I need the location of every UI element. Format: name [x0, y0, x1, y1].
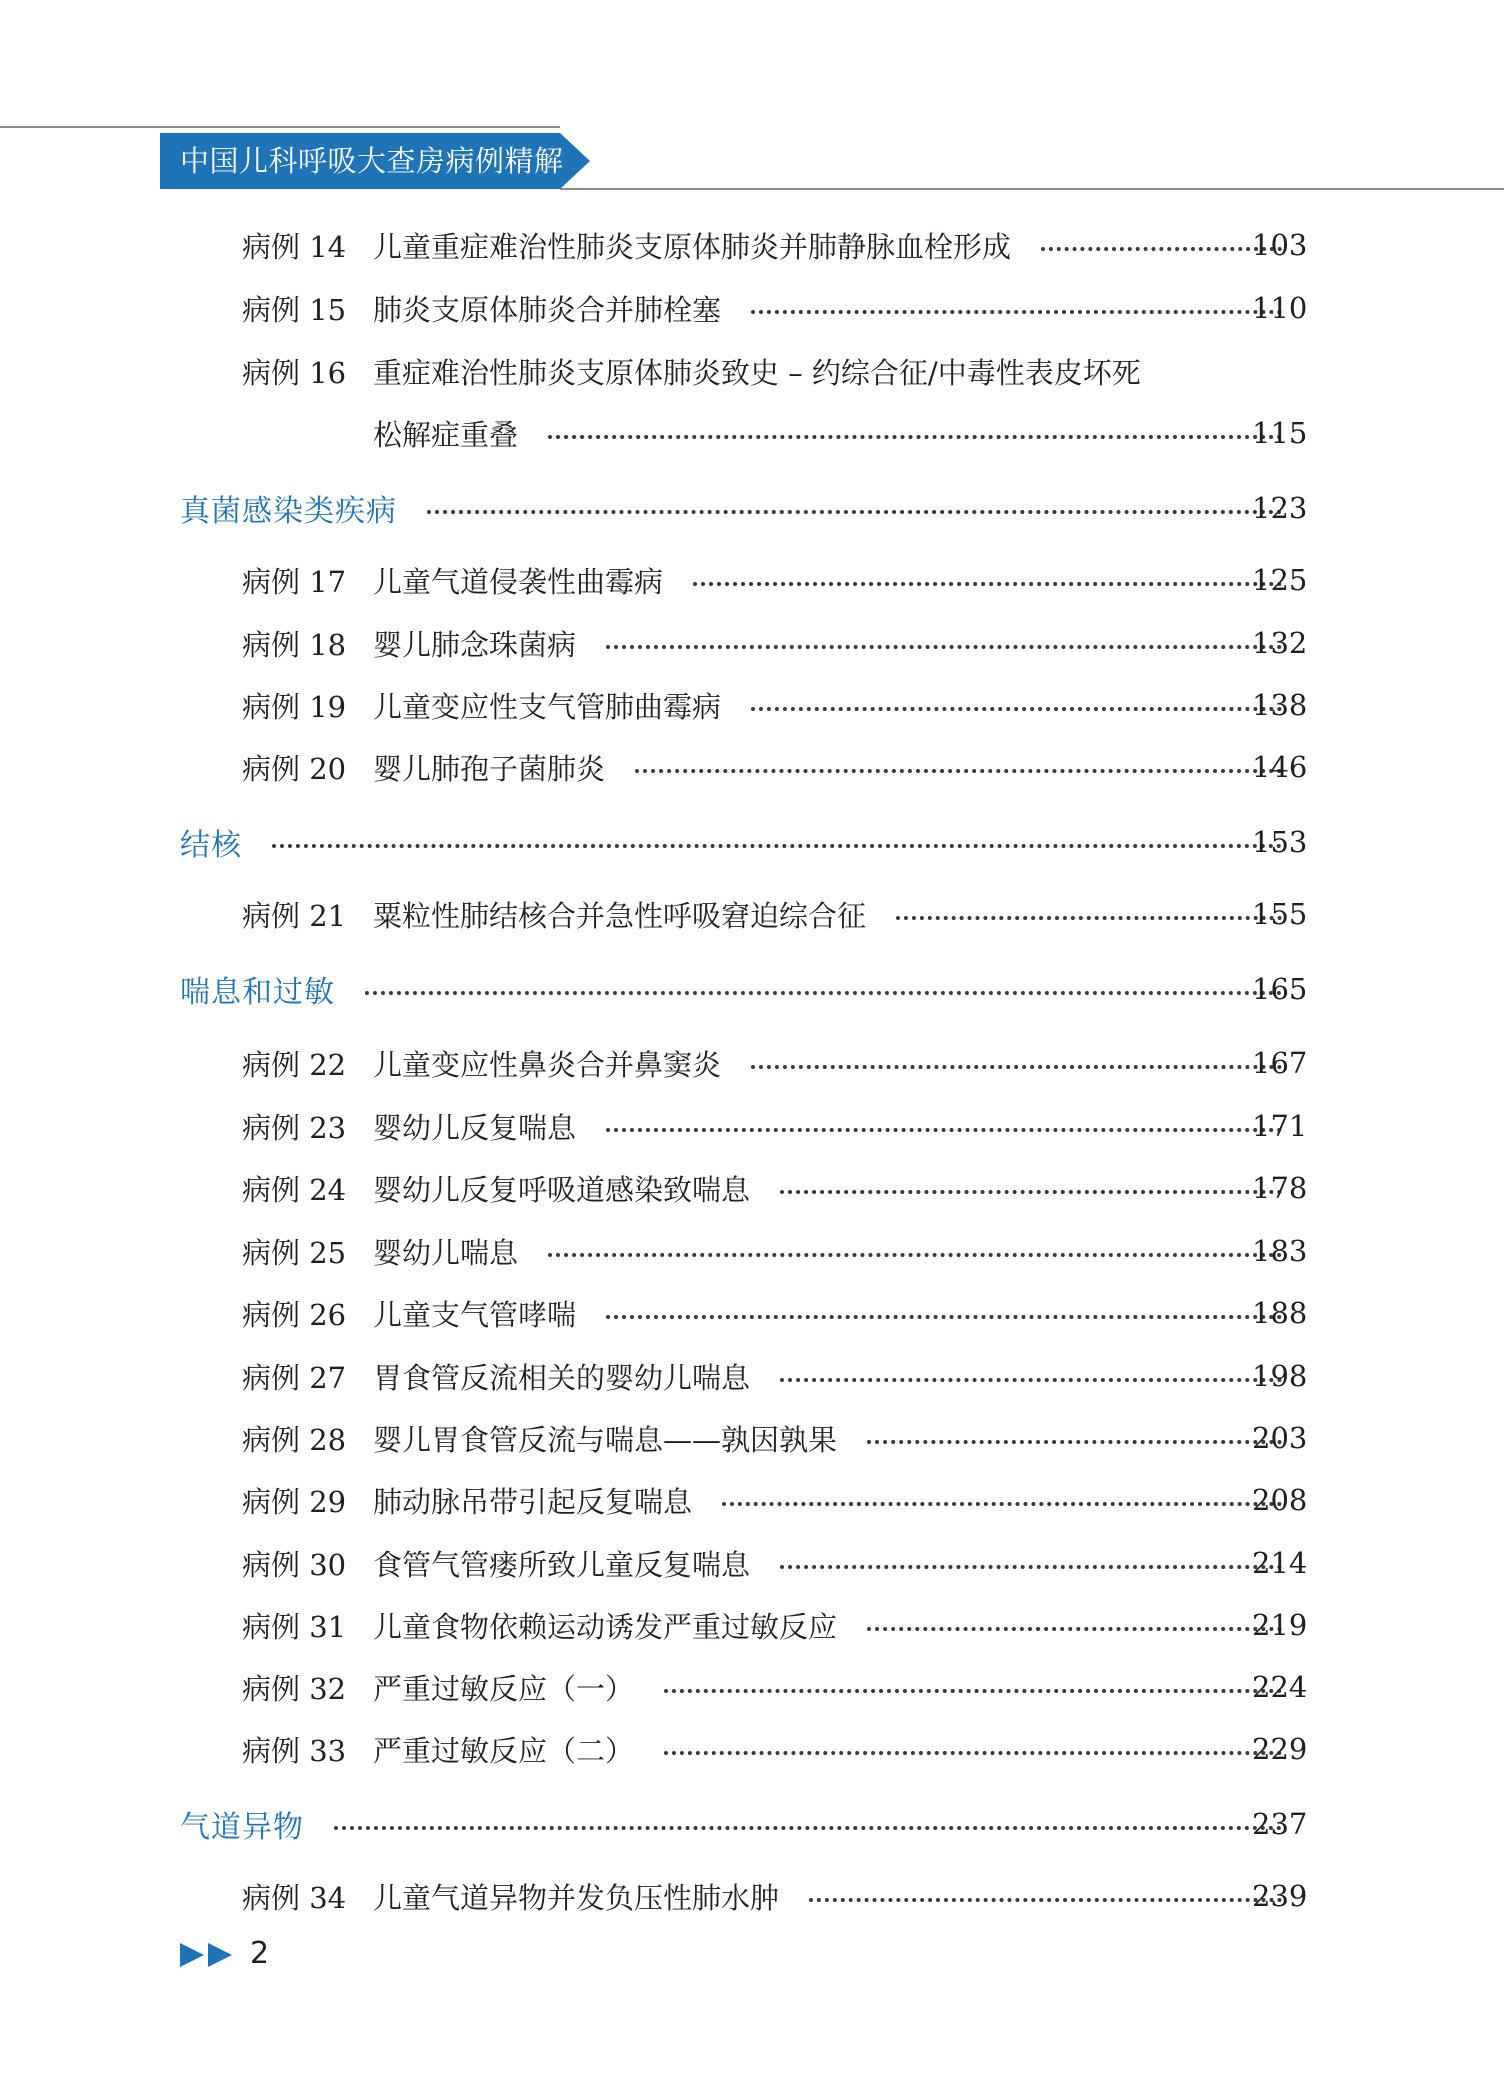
toc-entry-row[interactable] [0, 1538, 1504, 1588]
toc-entry-row[interactable] [0, 1413, 1504, 1463]
dot-leader [334, 1826, 1282, 1830]
entry-title: 儿童气道异物并发负压性肺水肿 [373, 1880, 780, 1915]
entry-title: 婴幼儿喘息 [373, 1235, 519, 1270]
entry-title: 严重过敏反应（二） [373, 1733, 635, 1768]
page-ref: 239 [1252, 1879, 1308, 1913]
case-number: 病例 30 [242, 1547, 347, 1582]
entry-title-area [373, 225, 1308, 266]
dot-leader [1041, 247, 1282, 251]
dot-leader [751, 1065, 1282, 1069]
entry-title-area [373, 1480, 1308, 1521]
toc-entry-row[interactable] [0, 1101, 1504, 1151]
page-ref: 178 [1252, 1171, 1308, 1205]
entry-title: 松解症重叠 [373, 417, 519, 452]
toc-section-row[interactable] [0, 1799, 1504, 1849]
entry-title-area [180, 486, 1308, 530]
page-ref: 155 [1252, 897, 1308, 931]
case-number: 病例 33 [242, 1733, 347, 1768]
entry-title-area [373, 1106, 1308, 1147]
section-title: 喘息和过敏 [180, 975, 335, 1010]
entry-title-area [373, 1605, 1308, 1646]
dot-leader [365, 991, 1282, 995]
toc-entry-row[interactable] [0, 1163, 1504, 1213]
dot-leader [809, 1898, 1282, 1902]
entry-title-area [373, 685, 1308, 726]
case-number: 病例 19 [242, 689, 347, 724]
book-title: 中国儿科呼吸大查房病例精解 [180, 144, 564, 178]
case-number: 病例 16 [242, 355, 347, 390]
entry-title: 食管气管瘘所致儿童反复喘息 [373, 1547, 751, 1582]
toc-entry-row[interactable] [0, 1475, 1504, 1525]
dot-leader [867, 1440, 1282, 1444]
entry-title-area [373, 1418, 1308, 1459]
header-rule [560, 188, 1504, 190]
page-number: 2 [250, 1936, 270, 1971]
entry-title-area [373, 1876, 1308, 1917]
toc-section-row[interactable] [0, 964, 1504, 1014]
dot-leader [664, 1751, 1282, 1755]
entry-title-area [373, 1543, 1308, 1584]
dot-leader [867, 1627, 1282, 1631]
dot-leader [751, 310, 1282, 314]
entry-title-area [373, 1231, 1308, 1272]
entry-title-area [373, 623, 1308, 664]
entry-title-area [373, 1043, 1308, 1084]
entry-title-area [373, 894, 1308, 935]
entry-title: 严重过敏反应（一） [373, 1671, 635, 1706]
entry-title-area [373, 1729, 1308, 1770]
toc-entry-row[interactable] [0, 283, 1504, 333]
case-number: 病例 31 [242, 1609, 347, 1644]
toc-entry-row[interactable] [0, 220, 1504, 270]
entry-title-area [373, 413, 1308, 454]
page-ref: 183 [1252, 1234, 1308, 1268]
entry-title: 粟粒性肺结核合并急性呼吸窘迫综合征 [373, 898, 867, 933]
entry-title: 胃食管反流相关的婴幼儿喘息 [373, 1360, 751, 1395]
dot-leader [606, 1315, 1282, 1319]
toc-entry-row[interactable] [0, 1038, 1504, 1088]
section-title: 结核 [180, 828, 242, 863]
top-rule [0, 126, 560, 128]
page-ref: 110 [1252, 291, 1308, 325]
page-ref: 208 [1252, 1483, 1308, 1517]
toc-entry-row[interactable] [0, 346, 1504, 396]
entry-title: 重症难治性肺炎支原体肺炎致史 – 约综合征/中毒性表皮坏死 [373, 355, 1141, 390]
case-number: 病例 26 [242, 1297, 347, 1332]
dot-leader [780, 1378, 1282, 1382]
page-ref: 125 [1252, 563, 1308, 597]
page-ref: 167 [1252, 1046, 1308, 1080]
dot-leader [751, 707, 1282, 711]
page-ref: 214 [1252, 1546, 1308, 1580]
page-ref: 153 [1252, 825, 1308, 859]
entry-title-area [373, 1293, 1308, 1334]
entry-title: 儿童变应性鼻炎合并鼻窦炎 [373, 1047, 722, 1082]
entry-title: 婴儿肺孢子菌肺炎 [373, 751, 606, 786]
dot-leader [272, 844, 1282, 848]
dot-leader [780, 1190, 1282, 1194]
page-ref: 171 [1252, 1109, 1308, 1143]
page-ref: 132 [1252, 626, 1308, 660]
section-title: 气道异物 [180, 1810, 304, 1845]
page-ref: 123 [1252, 491, 1308, 525]
toc-entry-row[interactable] [0, 1871, 1504, 1921]
toc-entry-row[interactable] [0, 742, 1504, 792]
page-ref: 165 [1252, 972, 1308, 1006]
case-number: 病例 14 [242, 229, 347, 264]
case-number: 病例 22 [242, 1047, 347, 1082]
case-number: 病例 20 [242, 751, 347, 786]
toc-entry-row[interactable] [0, 408, 1504, 458]
page-ref: 138 [1252, 688, 1308, 722]
entry-title: 儿童支气管哮喘 [373, 1297, 577, 1332]
toc-entry-row[interactable] [0, 1288, 1504, 1338]
toc-entry-row[interactable] [0, 618, 1504, 668]
entry-title-area [373, 288, 1308, 329]
dot-leader [548, 435, 1282, 439]
entry-title: 儿童食物依赖运动诱发严重过敏反应 [373, 1609, 838, 1644]
entry-title-area [180, 967, 1308, 1011]
case-number: 病例 28 [242, 1422, 347, 1457]
entry-title: 婴儿肺念珠菌病 [373, 627, 577, 662]
dot-leader [427, 510, 1282, 514]
dot-leader [635, 769, 1282, 773]
dot-leader [606, 1128, 1282, 1132]
toc-entry-row[interactable] [0, 1662, 1504, 1712]
entry-title-area [180, 820, 1308, 864]
case-number: 病例 24 [242, 1172, 347, 1207]
toc-entry-row[interactable] [0, 1226, 1504, 1276]
entry-title: 婴幼儿反复呼吸道感染致喘息 [373, 1172, 751, 1207]
toc-entry-row[interactable] [0, 1351, 1504, 1401]
page-ref: 224 [1252, 1670, 1308, 1704]
toc-section-row[interactable] [0, 483, 1504, 533]
entry-title-area [373, 1667, 1308, 1708]
toc-entry-row[interactable] [0, 1600, 1504, 1650]
case-number: 病例 27 [242, 1360, 347, 1395]
case-number: 病例 34 [242, 1880, 347, 1915]
page-ref: 188 [1252, 1296, 1308, 1330]
page-ref: 198 [1252, 1359, 1308, 1393]
page-ref: 115 [1252, 416, 1308, 450]
dot-leader [664, 1689, 1282, 1693]
entry-title: 婴幼儿反复喘息 [373, 1110, 577, 1145]
toc-section-row[interactable] [0, 817, 1504, 867]
entry-title-area [373, 1356, 1308, 1397]
case-number: 病例 15 [242, 292, 347, 327]
page-ref: 237 [1252, 1807, 1308, 1841]
page-ref: 146 [1252, 750, 1308, 784]
dot-leader [896, 916, 1282, 920]
entry-title-area [373, 747, 1308, 788]
dot-leader [722, 1502, 1282, 1506]
case-number: 病例 29 [242, 1484, 347, 1519]
entry-title-area [180, 1802, 1308, 1846]
entry-title: 儿童气道侵袭性曲霉病 [373, 564, 664, 599]
entry-title: 肺动脉吊带引起反复喘息 [373, 1484, 693, 1519]
case-number: 病例 25 [242, 1235, 347, 1270]
dot-leader [606, 645, 1282, 649]
case-number: 病例 32 [242, 1671, 347, 1706]
case-number: 病例 21 [242, 898, 347, 933]
page-ref: 229 [1252, 1732, 1308, 1766]
page-ref: 219 [1252, 1608, 1308, 1642]
section-title: 真菌感染类疾病 [180, 494, 397, 529]
entry-title: 儿童重症难治性肺炎支原体肺炎并肺静脉血栓形成 [373, 229, 1012, 264]
entry-title: 婴儿胃食管反流与喘息——孰因孰果 [373, 1422, 838, 1457]
entry-title-area [373, 560, 1308, 601]
entry-title-area [373, 1168, 1308, 1209]
toc-entry-row[interactable] [0, 680, 1504, 730]
dot-leader [548, 1253, 1282, 1257]
case-number: 病例 18 [242, 627, 347, 662]
toc-entry-row[interactable] [0, 1724, 1504, 1774]
entry-title: 肺炎支原体肺炎合并肺栓塞 [373, 292, 722, 327]
toc-entry-row[interactable] [0, 555, 1504, 605]
case-number: 病例 23 [242, 1110, 347, 1145]
entry-title-area [373, 351, 1296, 392]
entry-title: 儿童变应性支气管肺曲霉病 [373, 689, 722, 724]
case-number: 病例 17 [242, 564, 347, 599]
dot-leader [693, 582, 1282, 586]
toc-entry-row[interactable] [0, 889, 1504, 939]
page-ref: 203 [1252, 1421, 1308, 1455]
page-ref: 103 [1252, 228, 1308, 262]
double-arrow-icon [180, 1941, 240, 1969]
dot-leader [780, 1565, 1282, 1569]
